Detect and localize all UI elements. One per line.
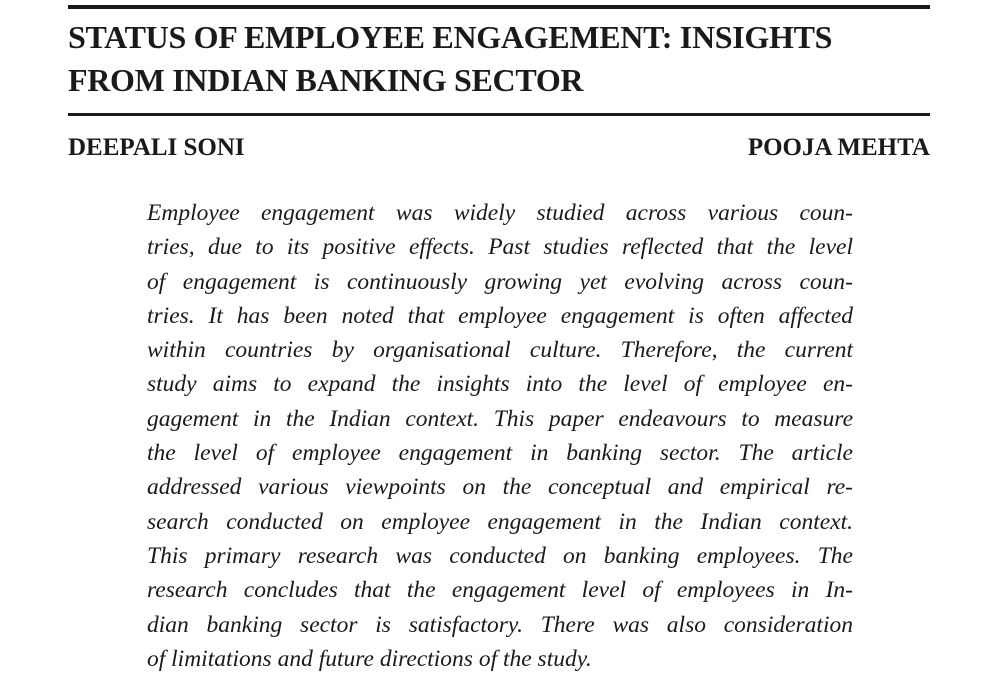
- abstract: [147, 196, 853, 676]
- top-rule: [68, 5, 930, 9]
- abstract-line: Employee engagement was widely studied across various coun-: [147, 200, 853, 226]
- abstract-line: This primary research was conducted on banking employees. The: [147, 542, 853, 569]
- paper-title: [68, 16, 938, 102]
- abstract-line: dian banking sector is satisfactory. There was also consideration: [147, 611, 853, 638]
- abstract-line: research concludes that the engagement level of employees in In-: [147, 577, 853, 604]
- abstract-line: addressed various viewpoints on the conceptual and empirical re-: [147, 474, 853, 501]
- author-list: [68, 132, 930, 166]
- abstract-line: search conducted on employee engagement in the Indian context.: [147, 508, 853, 535]
- title-rule: [68, 113, 930, 116]
- author-name: DEEPALI SONI: [68, 134, 245, 161]
- abstract-line: of limitations and future directions of the study.: [147, 645, 592, 672]
- abstract-line: study aims to expand the insights into the level of employee en-: [147, 371, 853, 398]
- abstract-line: tries, due to its positive effects. Past studies reflected that the level: [147, 234, 853, 261]
- abstract-line: within countries by organisational culture. Therefore, the current: [147, 337, 853, 364]
- abstract-line: of engagement is continuously growing yet evolving across coun-: [147, 268, 853, 295]
- title-line-1: STATUS OF EMPLOYEE ENGAGEMENT: INSIGHTS: [68, 19, 833, 55]
- author-name: POOJA MEHTA: [747, 134, 930, 161]
- abstract-line: the level of employee engagement in banking sector. The article: [147, 440, 853, 467]
- abstract-line: gagement in the Indian context. This paper endeavours to measure: [147, 405, 853, 432]
- title-line-2: FROM INDIAN BANKING SECTOR: [68, 62, 584, 98]
- abstract-line: tries. It has been noted that employee engagement is often affected: [147, 302, 853, 329]
